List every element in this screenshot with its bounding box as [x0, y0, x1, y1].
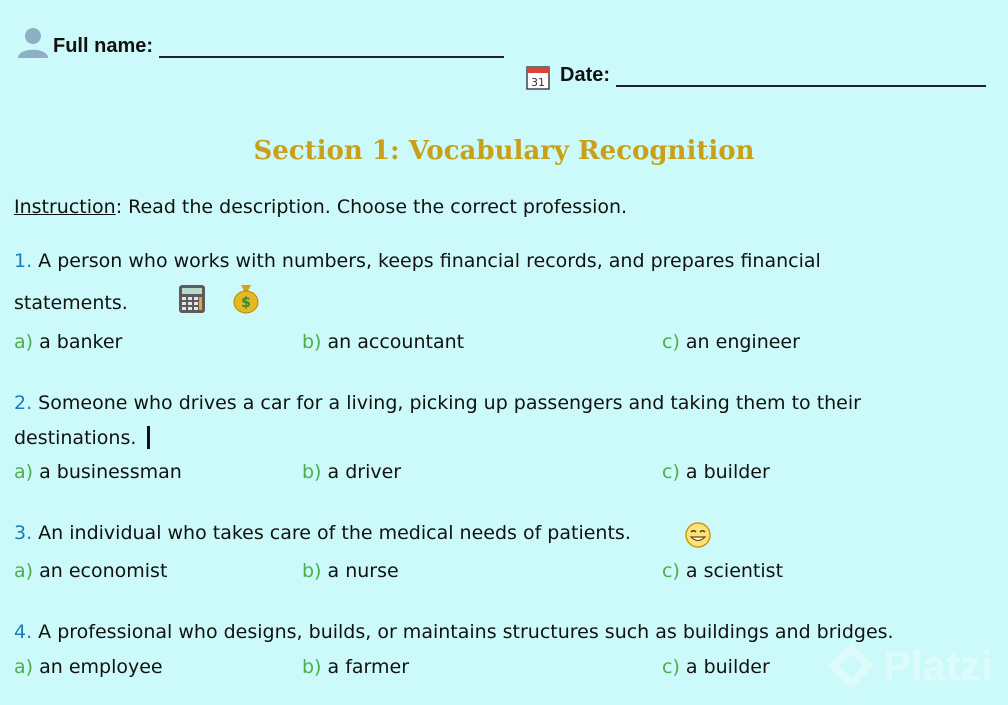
option-text: a builder [679, 461, 770, 483]
question-1-text: A person who works with numbers, keeps financial records, and prepares financial [32, 250, 821, 272]
question-4-line-1 [14, 619, 894, 646]
platzi-logo-icon [825, 640, 877, 692]
question-4-number: 4. [14, 621, 33, 643]
date-label: Date: [560, 64, 611, 86]
question-2-line-1 [14, 390, 861, 417]
option-text: a driver [321, 461, 402, 483]
user-silhouette-icon [16, 25, 50, 59]
full-name-field [53, 35, 504, 58]
option-text: an accountant [321, 331, 465, 353]
option-2a[interactable] [14, 461, 182, 483]
option-letter: b) [302, 331, 322, 353]
money-bag-icon [232, 282, 260, 314]
calculator-icon [178, 284, 206, 314]
option-text: an engineer [679, 331, 800, 353]
option-text: an employee [33, 656, 163, 678]
question-1-line-2: statements. [14, 292, 128, 314]
option-letter: a) [14, 560, 34, 582]
option-letter: a) [14, 331, 34, 353]
option-1b[interactable] [302, 331, 464, 353]
option-letter: c) [662, 656, 680, 678]
date-field [560, 64, 986, 87]
full-name-label: Full name: [53, 35, 154, 57]
option-4a[interactable] [14, 656, 163, 678]
smiling-face-icon [684, 521, 712, 549]
question-2-line-2: destinations. [14, 427, 137, 449]
question-3-line-1 [14, 520, 631, 547]
option-3c[interactable] [662, 560, 783, 582]
option-letter: c) [662, 461, 680, 483]
option-letter: c) [662, 331, 680, 353]
instruction [14, 196, 627, 218]
option-text: a scientist [679, 560, 784, 582]
option-3b[interactable] [302, 560, 399, 582]
option-letter: a) [14, 461, 34, 483]
option-letter: c) [662, 560, 680, 582]
watermark-text: Platzi [883, 642, 993, 689]
instruction-text: : Read the description. Choose the correct profession. [115, 196, 628, 218]
date-blank[interactable] [616, 85, 986, 87]
svg-text:$: $ [241, 295, 251, 311]
option-2b[interactable] [302, 461, 401, 483]
calendar-icon [526, 65, 550, 90]
section-title: Section 1: Vocabulary Recognition [253, 136, 755, 166]
question-3-number: 3. [14, 522, 33, 544]
question-3-text: An individual who takes care of the medical needs of patients. [32, 522, 631, 544]
option-4c[interactable] [662, 656, 770, 678]
calendar-day: 31 [531, 76, 545, 89]
option-letter: b) [302, 560, 322, 582]
option-letter: a) [14, 656, 34, 678]
option-3a[interactable] [14, 560, 167, 582]
full-name-blank[interactable] [159, 56, 504, 58]
option-text: an economist [33, 560, 168, 582]
option-letter: b) [302, 461, 322, 483]
option-1c[interactable] [662, 331, 800, 353]
instruction-label: Instruction [14, 196, 116, 218]
option-2c[interactable] [662, 461, 770, 483]
option-text: a nurse [321, 560, 399, 582]
option-text: a banker [33, 331, 123, 353]
option-1a[interactable] [14, 331, 122, 353]
platzi-watermark [825, 640, 993, 692]
option-text: a businessman [33, 461, 182, 483]
question-2-text: Someone who drives a car for a living, picking up passengers and taking them to their [32, 392, 861, 414]
question-1-number: 1. [14, 250, 33, 272]
option-text: a farmer [321, 656, 410, 678]
question-1-line-1 [14, 248, 821, 275]
question-2-number: 2. [14, 392, 33, 414]
option-text: a builder [679, 656, 770, 678]
option-letter: b) [302, 656, 322, 678]
text-cursor [147, 426, 150, 449]
question-4-text: A professional who designs, builds, or maintains structures such as buildings and bridges. [32, 621, 894, 643]
option-4b[interactable] [302, 656, 409, 678]
